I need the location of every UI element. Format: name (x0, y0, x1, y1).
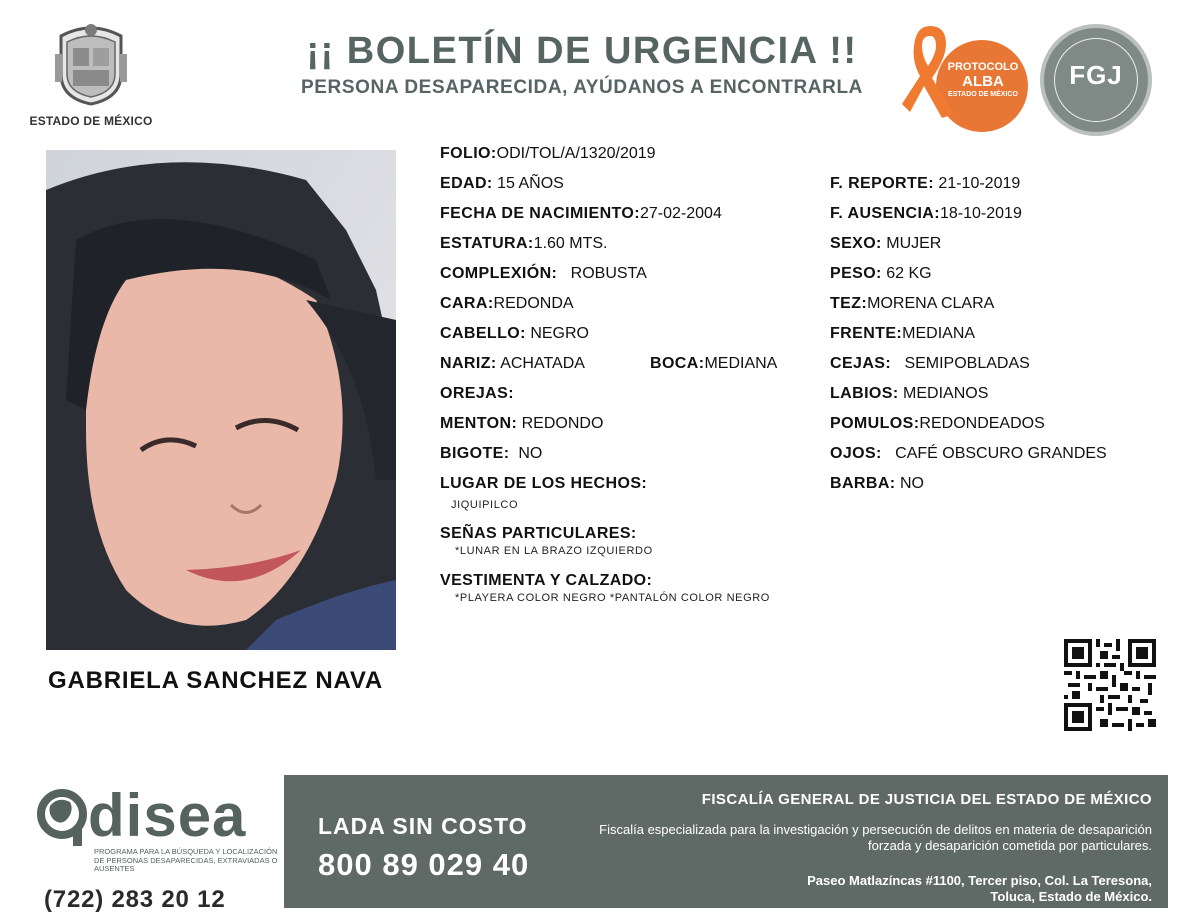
field-labios: LABIOS: MEDIANOS (830, 385, 989, 402)
field-boca: BOCA:MEDIANA (650, 355, 778, 372)
field-orejas: OREJAS: (440, 385, 514, 402)
field-nariz: NARIZ: ACHATADA (440, 355, 585, 372)
field-vestimenta-value: *PLAYERA COLOR NEGRO *PANTALÓN COLOR NEGRO (455, 592, 770, 604)
footer-panel (284, 775, 1168, 908)
field-cabello: CABELLO: NEGRO (440, 325, 589, 342)
field-cara: CARA:REDONDA (440, 295, 574, 312)
field-complexion: COMPLEXIÓN: ROBUSTA (440, 265, 647, 282)
field-lugar-label: LUGAR DE LOS HECHOS: (440, 475, 648, 492)
field-fecha-nacimiento: FECHA DE NACIMIENTO:27-02-2004 (440, 205, 722, 222)
person-photo (46, 150, 396, 650)
address-line2: Toluca, Estado de México. (990, 889, 1152, 905)
bulletin-subtitle: PERSONA DESAPARECIDA, AYÚDANOS A ENCONTRARLA (301, 77, 863, 98)
field-folio: FOLIO:ODI/TOL/A/1320/2019 (440, 145, 656, 162)
alba-line1: PROTOCOLO (947, 61, 1019, 73)
field-sexo: SEXO: MUJER (830, 235, 942, 252)
field-ojos: OJOS: CAFÉ OBSCURO GRANDES (830, 445, 1107, 462)
odisea-logo (36, 782, 278, 914)
field-f-ausencia: F. AUSENCIA:18-10-2019 (830, 205, 1022, 222)
person-name: GABRIELA SANCHEZ NAVA (48, 667, 384, 694)
field-bigote: BIGOTE: NO (440, 445, 543, 462)
fgj-text: FGJ (1069, 60, 1123, 90)
field-senas-label: SEÑAS PARTICULARES: (440, 525, 637, 542)
field-lugar-value: JIQUIPILCO (451, 499, 519, 511)
lada-label: LADA SIN COSTO (318, 813, 528, 839)
field-frente: FRENTE:MEDIANA (830, 325, 976, 342)
lada-number: 800 89 029 40 (318, 847, 530, 882)
odisea-description: PROGRAMA PARA LA BÚSQUEDA Y LOCALIZACIÓN DE PERSONAS DESAPARECIDAS, EXTRAVIADAS O AUSENTES (94, 847, 278, 874)
state-label: ESTADO DE MÉXICO (29, 114, 153, 128)
state-logo (28, 18, 154, 128)
institution-description: Fiscalía especializada para la investigación y persecución de delitos en materia de desaparición forzada y desaparición cometida por particulares. (599, 822, 1152, 854)
institution-name: FISCALÍA GENERAL DE JUSTICIA DEL ESTADO DE MÉXICO (701, 791, 1152, 808)
bulletin-title: ¡¡ BOLETÍN DE URGENCIA !! (306, 30, 858, 72)
alba-line2: ALBA (962, 72, 1004, 90)
field-peso: PESO: 62 KG (830, 265, 932, 282)
address-line1: Paseo Matlazíncas #1100, Tercer piso, Col. La Teresona, (807, 872, 1152, 888)
qr-code-icon[interactable] (1064, 639, 1156, 731)
field-barba: BARBA: NO (830, 475, 924, 492)
state-seal-icon (51, 18, 131, 106)
field-vestimenta-label: VESTIMENTA Y CALZADO: (440, 572, 653, 589)
field-edad: EDAD: 15 AÑOS (440, 175, 564, 192)
field-cejas: CEJAS: SEMIPOBLADAS (830, 355, 1030, 372)
odisea-pin-icon (36, 788, 88, 846)
alba-line3: ESTADO DE MÉXICO (948, 91, 1018, 99)
field-pomulos: POMULOS:REDONDEADOS (830, 415, 1045, 432)
odisea-phone: (722) 283 20 12 (44, 885, 226, 913)
fgj-emblem-icon (1040, 24, 1152, 136)
odisea-brand: disea (88, 782, 247, 849)
bulletin-header (262, 30, 902, 99)
protocolo-alba-logo (902, 22, 1032, 134)
field-menton: MENTON: REDONDO (440, 415, 604, 432)
field-tez: TEZ:MORENA CLARA (830, 295, 995, 312)
field-estatura: ESTATURA:1.60 MTS. (440, 235, 608, 252)
field-senas-value: *LUNAR EN LA BRAZO IZQUIERDO (455, 545, 653, 557)
field-f-reporte: F. REPORTE: 21-10-2019 (830, 175, 1021, 192)
